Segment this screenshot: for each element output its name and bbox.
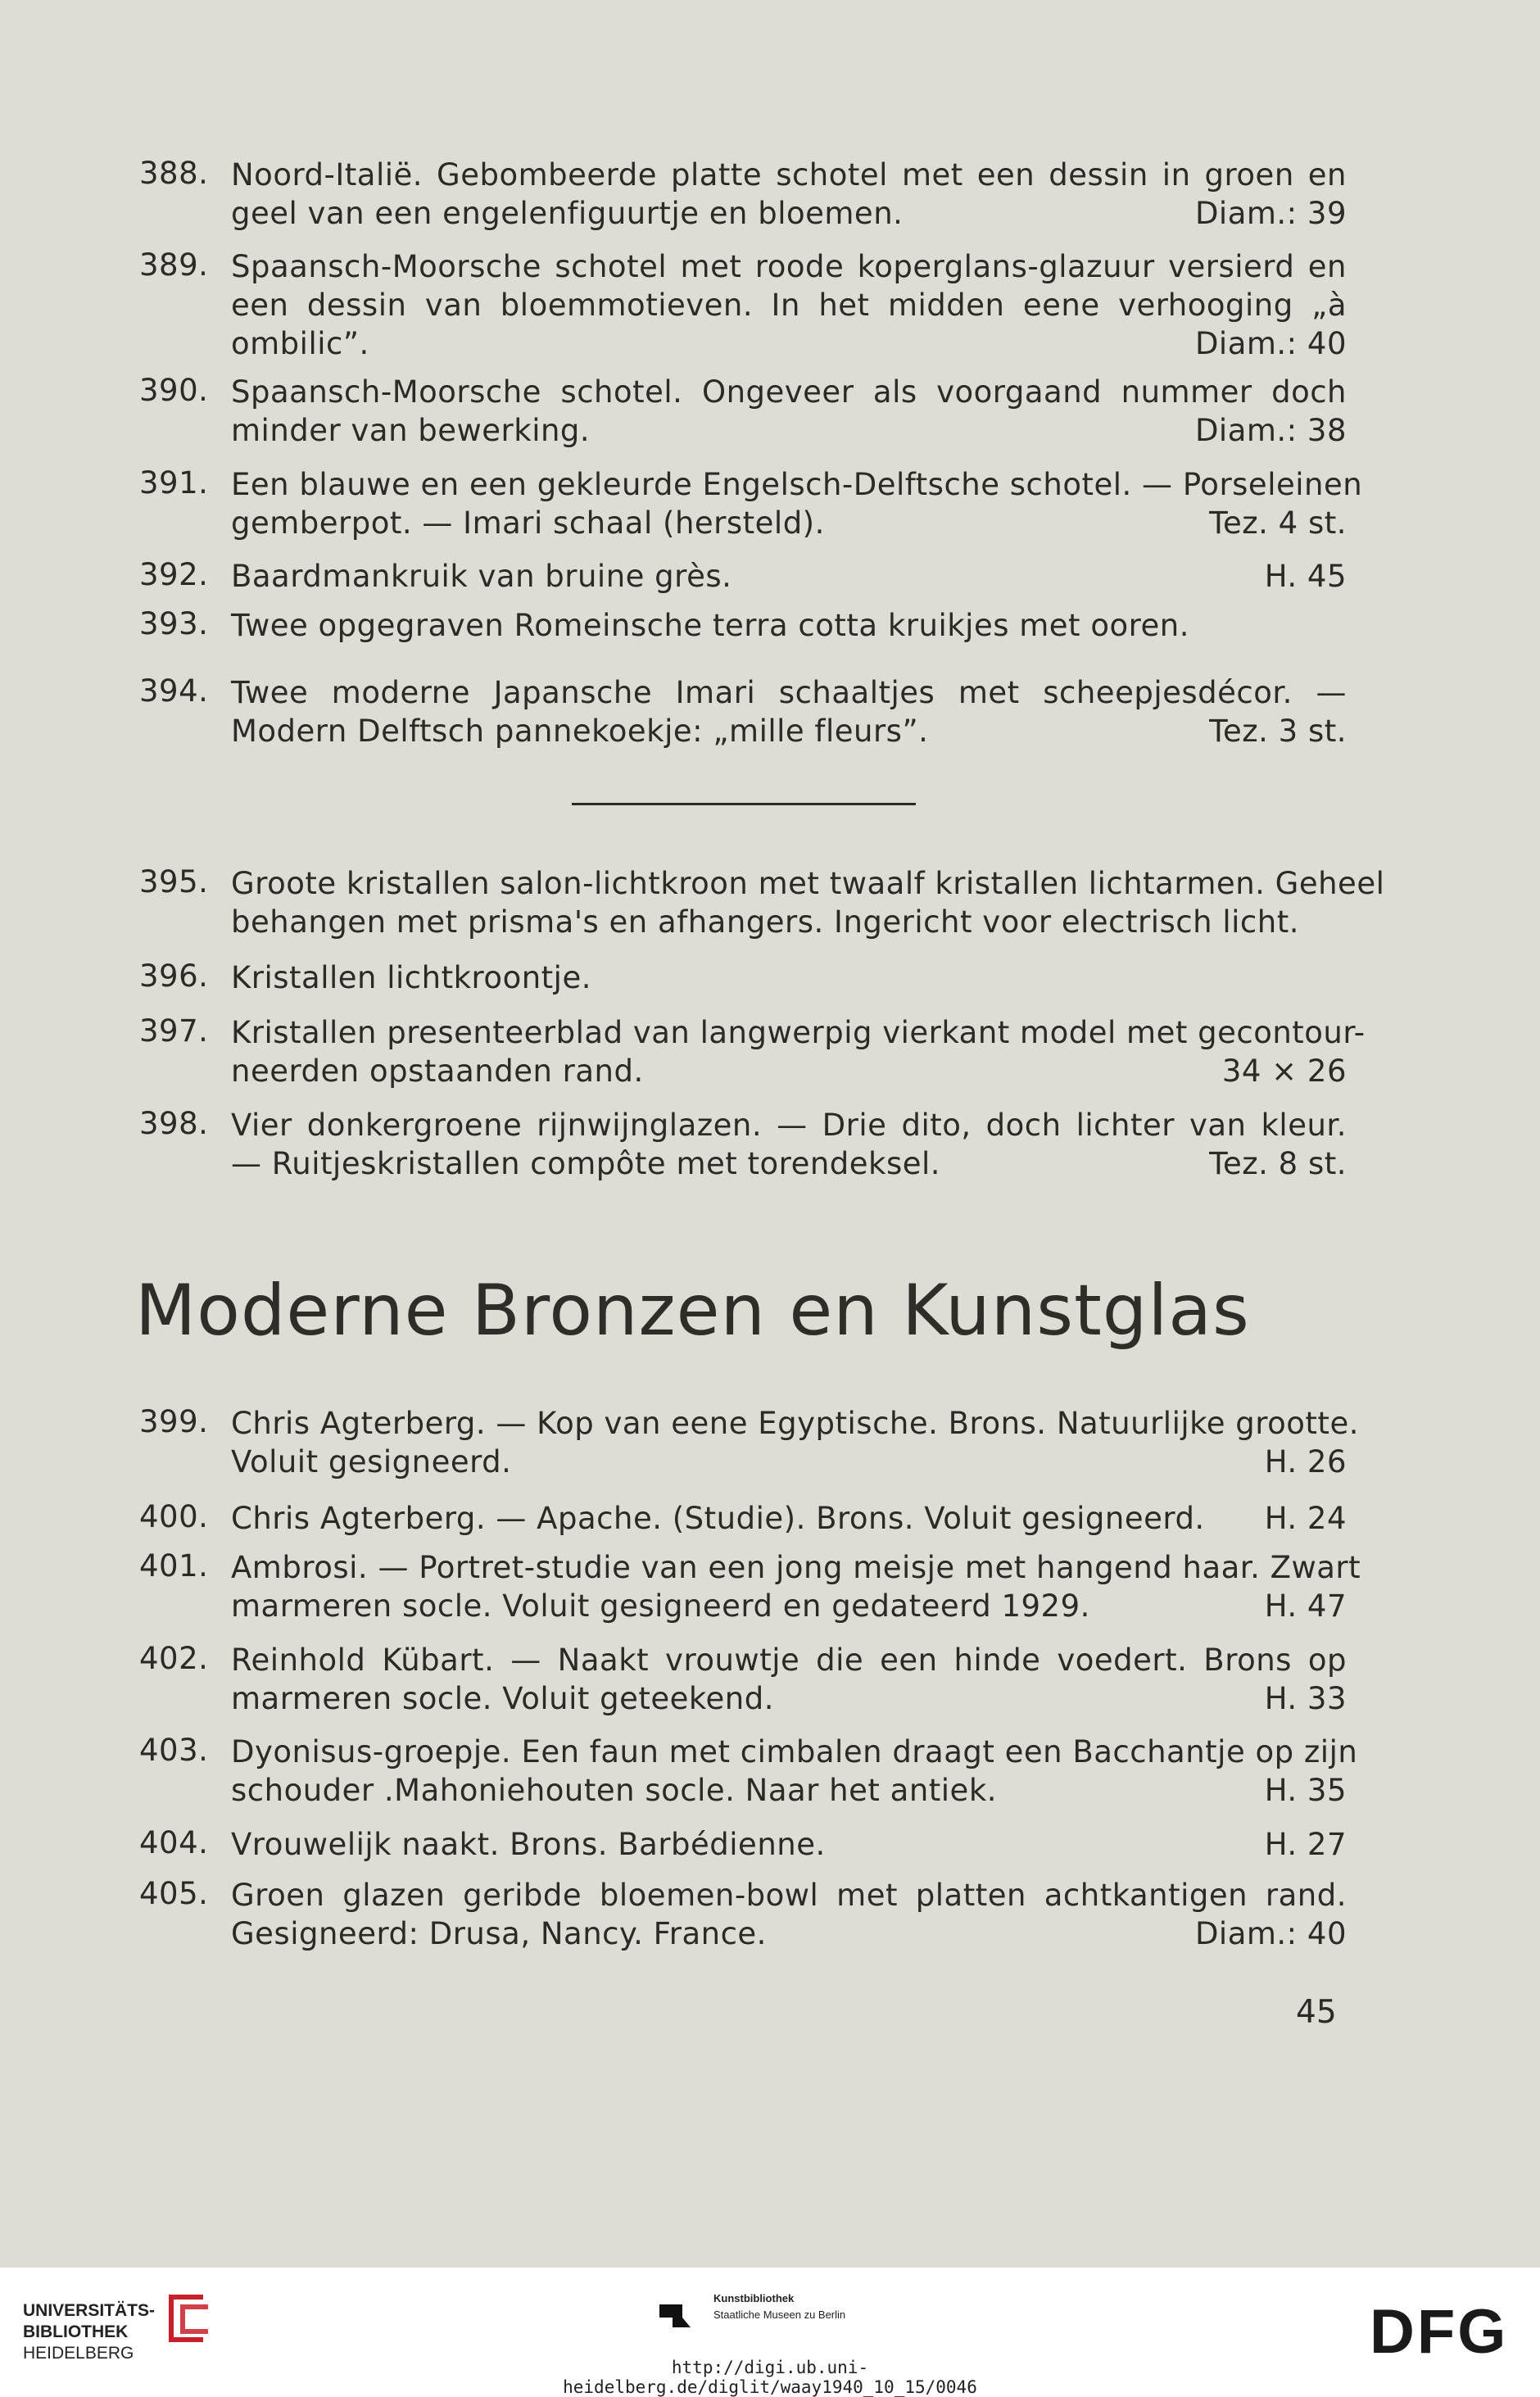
entry-line: Een blauwe en een gekleurde Engelsch-Delftsche schotel. — Porseleinen	[231, 467, 1363, 502]
entry-last-line	[231, 606, 1347, 645]
entry-line: Vier donkergroene rijnwijnglazen. — Drie dito, doch lichter van kleur.	[231, 1108, 1347, 1143]
entry-number: 389.	[139, 247, 209, 283]
section-heading: Moderne Bronzen en Kunstglas	[135, 1270, 1250, 1352]
entry-last-line	[231, 1771, 1347, 1810]
ub-heidelberg-icon	[162, 2290, 213, 2345]
entry-number: 392.	[139, 557, 209, 592]
kb-line-2: Staatliche Museen zu Berlin	[713, 2309, 846, 2321]
entry-description	[231, 1106, 1347, 1183]
entry-dimension: 34 × 26	[1221, 1054, 1347, 1089]
entry-line: Modern Delftsch pannekoekje: „mille fleurs”.	[231, 714, 929, 749]
page-number: 45	[1296, 1994, 1337, 2031]
entry-dimension: H. 24	[1264, 1501, 1347, 1536]
entry-number: 391.	[139, 465, 209, 501]
section-divider	[572, 803, 916, 805]
entry-line: Noord-Italië. Gebombeerde platte schotel met een dessin in groen en	[231, 157, 1347, 193]
entry-number: 399.	[139, 1404, 209, 1439]
entry-line: Groen glazen geribde bloemen-bowl met platten achtkantigen rand.	[231, 1878, 1347, 1913]
entry-description	[231, 1548, 1361, 1625]
entry-line: Spaansch-Moorsche schotel. Ongeveer als voorgaand nummer doch	[231, 374, 1347, 410]
entry-line: Dyonisus-groepje. Een faun met cimbalen draagt een Bacchantje op zijn	[231, 1734, 1358, 1769]
dfg-logo[interactable]: DFG	[1370, 2297, 1509, 2367]
entry-description	[231, 1733, 1358, 1810]
entry-last-line	[231, 1825, 1347, 1864]
entry-dimension: Diam.: 40	[1194, 1916, 1347, 1951]
ub-line-2: BIBLIOTHEK	[23, 2322, 129, 2341]
entry-line: gemberpot. — Imari schaal (hersteld).	[231, 505, 825, 541]
entry-last-line	[231, 1679, 1347, 1718]
entry-line: marmeren socle. Voluit gesigneerd en gedateerd 1929.	[231, 1588, 1090, 1624]
entry-line: Gesigneerd: Drusa, Nancy. France.	[231, 1916, 767, 1951]
entry-number: 388.	[139, 156, 209, 191]
entry-dimension: Tez. 3 st.	[1209, 714, 1347, 749]
entry-line: Groote kristallen salon-lichtkroon met twaalf kristallen lichtarmen. Geheel	[231, 866, 1385, 901]
entry-description	[231, 557, 1347, 596]
entry-number: 398.	[139, 1106, 209, 1141]
entry-line: Twee opgegraven Romeinsche terra cotta kruikjes met ooren.	[231, 608, 1189, 643]
entry-line: minder van bewerking.	[231, 413, 591, 448]
entry-number: 403.	[139, 1733, 209, 1768]
entry-dimension: Tez. 8 st.	[1209, 1146, 1347, 1181]
entry-dimension: Diam.: 39	[1194, 196, 1347, 231]
entry-number: 397.	[139, 1013, 209, 1049]
entry-last-line	[231, 958, 1347, 997]
entry-line: Twee moderne Japansche Imari schaaltjes met scheepjesdécor. —	[231, 675, 1347, 710]
entry-number: 404.	[139, 1825, 209, 1860]
entry-last-line	[231, 1587, 1347, 1625]
entry-last-line	[231, 557, 1347, 596]
entry-description	[231, 1641, 1347, 1718]
entry-number: 390.	[139, 373, 209, 408]
entry-description	[231, 864, 1385, 941]
entry-last-line	[231, 1499, 1347, 1538]
entry-line: Baardmankruik van bruine grès.	[231, 559, 732, 594]
entry-number: 394.	[139, 673, 209, 709]
entry-last-line	[231, 411, 1347, 450]
entry-dimension: H. 26	[1264, 1444, 1347, 1479]
entry-last-line	[231, 324, 1347, 363]
entry-line: ombilic”.	[231, 326, 369, 361]
entry-dimension: H. 47	[1264, 1588, 1347, 1624]
entry-line: Reinhold Kübart. — Naakt vrouwtje die een hinde voedert. Brons op	[231, 1643, 1347, 1678]
entry-dimension: H. 35	[1264, 1773, 1347, 1808]
entry-last-line	[231, 1914, 1347, 1953]
entry-last-line	[231, 1443, 1347, 1481]
entry-description	[231, 606, 1347, 645]
entry-last-line	[231, 1144, 1347, 1183]
entry-line: Voluit gesigneerd.	[231, 1444, 512, 1479]
entry-line: Chris Agterberg. — Apache. (Studie). Brons. Voluit gesigneerd.	[231, 1501, 1205, 1536]
entry-description	[231, 247, 1347, 363]
kb-line-1: Kunstbibliothek	[713, 2292, 795, 2304]
entry-last-line	[231, 504, 1347, 542]
entry-line: Spaansch-Moorsche schotel met roode koperglans-glazuur versierd en	[231, 249, 1347, 284]
entry-description	[231, 1825, 1347, 1864]
entry-line: een dessin van bloemmotieven. In het midden eene verhooging „à	[231, 288, 1347, 323]
entry-line: Ambrosi. — Portret-studie van een jong meisje met hangend haar. Zwart	[231, 1550, 1361, 1585]
entry-description	[231, 465, 1363, 542]
entry-number: 402.	[139, 1641, 209, 1676]
entry-line: neerden opstaanden rand.	[231, 1054, 644, 1089]
entry-description	[231, 1013, 1366, 1090]
entry-number: 400.	[139, 1499, 209, 1534]
entry-dimension: Diam.: 38	[1194, 413, 1347, 448]
entry-line: Kristallen lichtkroontje.	[231, 960, 591, 995]
entry-dimension: Tez. 4 st.	[1209, 505, 1347, 541]
entry-line: Chris Agterberg. — Kop van eene Egyptische. Brons. Natuurlijke grootte.	[231, 1406, 1359, 1441]
entry-description	[231, 1499, 1347, 1538]
entry-description	[231, 958, 1347, 997]
entry-description	[231, 673, 1347, 750]
entry-line: Kristallen presenteerblad van langwerpig vierkant model met gecontour-	[231, 1015, 1366, 1050]
ub-line-1: UNIVERSITÄTS-	[23, 2301, 156, 2320]
entry-last-line	[231, 712, 1347, 750]
entry-dimension: H. 33	[1264, 1681, 1347, 1716]
entry-number: 396.	[139, 958, 209, 994]
entry-description	[231, 156, 1347, 233]
entry-description	[231, 1404, 1359, 1481]
entry-dimension: H. 45	[1264, 559, 1347, 594]
entry-line: geel van een engelenfiguurtje en bloemen.	[231, 196, 904, 231]
entry-number: 393.	[139, 606, 209, 641]
entry-dimension: Diam.: 40	[1194, 326, 1347, 361]
entry-number: 401.	[139, 1548, 209, 1584]
entry-last-line	[231, 1052, 1347, 1090]
entry-line: — Ruitjeskristallen compôte met torendeksel.	[231, 1146, 941, 1181]
entry-line: marmeren socle. Voluit geteekend.	[231, 1681, 774, 1716]
entry-line: behangen met prisma's en afhangers. Ingericht voor electrisch licht.	[231, 904, 1299, 940]
entry-description	[231, 373, 1347, 450]
ub-heidelberg-logo-text[interactable]	[23, 2300, 155, 2364]
entry-dimension: H. 27	[1264, 1827, 1347, 1862]
entry-line: Vrouwelijk naakt. Brons. Barbédienne.	[231, 1827, 826, 1862]
entry-last-line	[231, 194, 1347, 233]
ub-line-3: HEIDELBERG	[23, 2344, 134, 2363]
entry-number: 395.	[139, 864, 209, 899]
entry-line: schouder .Mahoniehouten socle. Naar het antiek.	[231, 1773, 998, 1808]
entry-last-line	[231, 903, 1347, 941]
kunstbibliothek-text[interactable]	[713, 2291, 845, 2323]
kunstbibliothek-icon	[658, 2293, 694, 2329]
entry-number: 405.	[139, 1876, 209, 1911]
permalink-url[interactable]: http://digi.ub.uni-heidelberg.de/diglit/waay1940_10_15/0046	[563, 2358, 977, 2397]
entry-description	[231, 1876, 1347, 1953]
